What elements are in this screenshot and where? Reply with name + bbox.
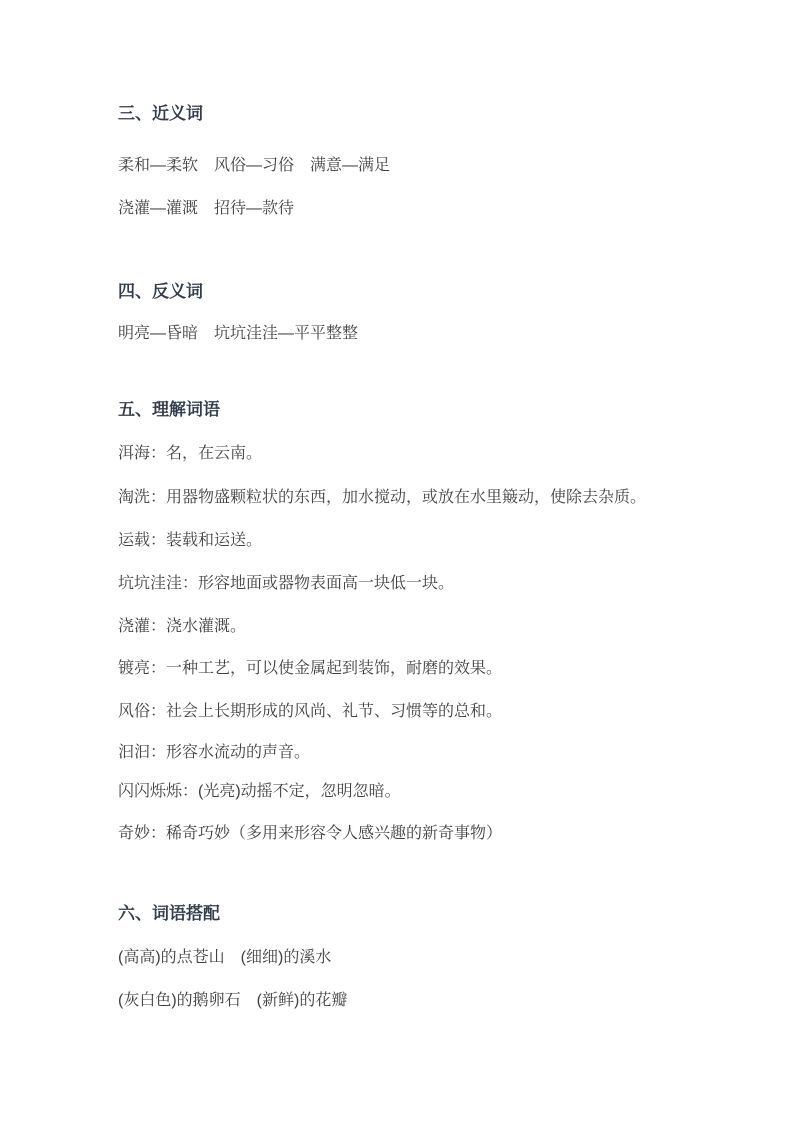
definition-yunzai: 运载：装载和运送。 xyxy=(118,532,263,549)
definition-fengsu: 风俗：社会上长期形成的风尚、礼节、习惯等的总和。 xyxy=(118,703,503,720)
synonym-pairs-line-2: 浇灌—灌溉 招待—款待 xyxy=(118,200,295,217)
definition-duliang: 镀亮：一种工艺，可以使金属起到装饰，耐磨的效果。 xyxy=(118,660,503,677)
collocation-line-1: (高高)的点苍山 (细细)的溪水 xyxy=(118,949,332,966)
definition-jiaoguan: 浇灌：浇水灌溉。 xyxy=(118,618,247,635)
section-heading-synonyms: 三、近义词 xyxy=(118,104,203,123)
section-heading-word-definitions: 五、理解词语 xyxy=(118,400,220,419)
definition-gugu: 汩汩：形容水流动的声音。 xyxy=(118,744,311,761)
definition-taoxi: 淘洗：用器物盛颗粒状的东西，加水搅动，或放在水里簸动，使除去杂质。 xyxy=(118,489,647,506)
synonym-pairs-line-1: 柔和—柔软 风俗—习俗 满意—满足 xyxy=(118,157,391,174)
definition-kengkengwawa: 坑坑洼洼：形容地面或器物表面高一块低一块。 xyxy=(118,575,455,592)
section-heading-antonyms: 四、反义词 xyxy=(118,282,203,301)
section-heading-collocations: 六、词语搭配 xyxy=(118,904,220,923)
definition-erhai: 洱海：名，在云南。 xyxy=(118,445,263,462)
collocation-line-2: (灰白色)的鹅卵石 (新鲜)的花瓣 xyxy=(118,992,348,1009)
definition-qimiao: 奇妙：稀奇巧妙（多用来形容令人感兴趣的新奇事物） xyxy=(118,825,503,842)
definition-shanshanshuoshuo: 闪闪烁烁：(光亮)动摇不定，忽明忽暗。 xyxy=(118,783,401,800)
antonym-pairs-line-1: 明亮—昏暗 坑坑洼洼—平平整整 xyxy=(118,325,359,342)
